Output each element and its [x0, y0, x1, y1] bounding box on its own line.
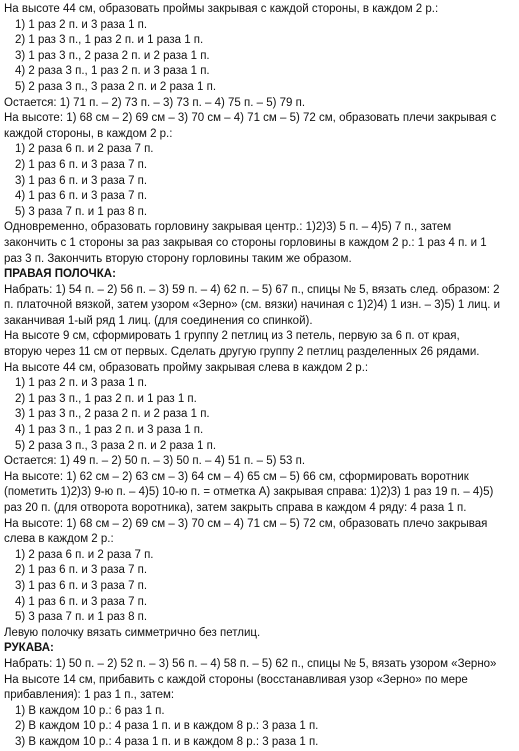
paragraph-sleeve-increase-cont: прибавления): 1 раз 1 п., затем: [4, 689, 175, 702]
list-item: 1) В каждом 10 р.: 6 раз 1 п. [15, 704, 165, 717]
paragraph-armhole-back: На высоте 44 см, образовать проймы закрывая с каждой стороны, в каждом 2 р.: [4, 3, 439, 15]
paragraph-neckline-cont: раз 3 п. Закончить вторую сторону горловины таким же образом. [4, 252, 352, 265]
list-item: 2) 1 раз 3 п., 1 раз 2 п. и 1 раз 1 п. [15, 392, 197, 405]
section-heading-sleeves: РУКАВА: [4, 642, 54, 655]
paragraph-sleeve-increase: На высоте 14 см, прибавить с каждой стороны (восстанавливая узор «Зерно» по мере [4, 673, 468, 686]
list-item: 5) 2 раза 3 п., 3 раза 2 п. и 2 раза 1 п. [15, 439, 217, 452]
list-item: 3) В каждом 10 р.: 4 раза 1 п. и в каждом 8 р.: 3 раза 1 п. [15, 735, 319, 748]
paragraph-cast-on-cont: заканчивая 1-ый ряд 1 лиц. (для соединения со спинкой). [4, 314, 313, 327]
list-item: 2) 1 раз 6 п. и 3 раза 7 п. [15, 158, 148, 171]
list-item: 5) 3 раза 7 п. и 1 раз 8 п. [15, 205, 148, 218]
section-heading-right-front: ПРАВАЯ ПОЛОЧКА: [4, 268, 116, 281]
list-item: 3) 1 раз 3 п., 2 раза 2 п. и 2 раза 1 п. [15, 408, 210, 421]
paragraph-cast-on: Набрать: 1) 54 п. – 2) 56 п. – 3) 59 п. – 4) 62 п. – 5) 67 п., спицы № 5, вязать след. образом: 2 [4, 283, 500, 296]
paragraph-neckline: Одновременно, образовать горловину закрывая центр.: 1)2)3) 5 п. – 4)5) 7 п., затем [4, 221, 452, 234]
paragraph-remaining-stitches: Остается: 1) 71 п. – 2) 73 п. – 3) 73 п. – 4) 75 п. – 5) 79 п. [4, 96, 306, 109]
paragraph-buttonholes: На высоте 9 см, сформировать 1 группу 2 петлиц из 3 петель, первую за 6 п. от края, [4, 330, 460, 343]
paragraph-buttonholes-cont: вторую через 11 см от первых. Сделать другую группу 2 петлиц разделенных 26 рядами. [4, 346, 480, 359]
list-item: 1) 2 раза 6 п. и 2 раза 7 п. [15, 143, 154, 156]
list-item: 4) 1 раз 6 п. и 3 раза 7 п. [15, 190, 148, 203]
list-item: 1) 1 раз 2 п. и 3 раза 1 п. [15, 377, 148, 390]
list-item: 2) 1 раз 3 п., 1 раз 2 п. и 1 раза 1 п. [15, 34, 204, 47]
paragraph-collar-cont: (пометить 1)2)3) 9-ю п. – 4)5) 10-ю п. = отметка А) закрывая справа: 1)2)3) 1 раз 19 п. – 4)5) [4, 486, 494, 499]
paragraph-collar-cont: раз 20 п. (для отворота воротника), затем закрыть справа в каждом 4 ряду: 4 раза 1 п. [4, 502, 467, 514]
paragraph-shoulders-cont: каждой стороны, в каждом 2 р.: [4, 127, 173, 140]
list-item: 1) 1 раз 2 п. и 3 раза 1 п. [15, 18, 148, 31]
paragraph-cast-on-cont: п. платочной вязкой, затем узором «Зерно» (см. вязки) начиная с 1)2)4) 1 изн. – 3)5) 1 лиц. и [4, 299, 501, 312]
paragraph-left-front: Левую полочку вязать симметрично без петлиц. [4, 626, 261, 639]
list-item: 2) В каждом 10 р.: 4 раза 1 п. и в каждом 8 р.: 3 раза 1 п. [15, 720, 319, 733]
list-item: 1) 2 раза 6 п. и 2 раза 7 п. [15, 548, 154, 561]
paragraph-shoulder-front: На высоте: 1) 68 см – 2) 69 см – 3) 70 см – 4) 71 см – 5) 72 см, образовать плечо закрывая [4, 517, 488, 530]
list-item: 5) 2 раза 3 п., 3 раза 2 п. и 2 раза 1 п. [15, 80, 217, 93]
paragraph-shoulders: На высоте: 1) 68 см – 2) 69 см – 3) 70 см – 4) 71 см – 5) 72 см, образовать плечи закрывая с [4, 112, 497, 125]
list-item: 4) 1 раз 3 п., 1 раз 2 п. и 3 раза 1 п. [15, 424, 204, 437]
paragraph-remaining-stitches: Остается: 1) 49 п. – 2) 50 п. – 3) 50 п. – 4) 51 п. – 5) 53 п. [4, 455, 306, 468]
paragraph-sleeve-cast-on: Набрать: 1) 50 п. – 2) 52 п. – 3) 56 п. – 4) 58 п. – 5) 62 п., спицы № 5, вязать узором «Зерно» [4, 657, 497, 670]
list-item: 4) 2 раза 3 п., 1 раз 2 п. и 3 раза 1 п. [15, 65, 210, 78]
paragraph-neckline-cont: закончить с 1 стороны за раз закрывая со стороны горловины в каждом 2 р.: 1 раз 4 п. и 1 [4, 236, 487, 249]
paragraph-collar: На высоте: 1) 62 см – 2) 63 см – 3) 64 см – 4) 65 см – 5) 66 см, сформировать воротник [4, 470, 469, 483]
paragraph-armhole-front: На высоте 44 см, образовать пройму закрывая слева в каждом 2 р.: [4, 361, 369, 374]
list-item: 3) 1 раз 6 п. и 3 раза 7 п. [15, 174, 148, 187]
list-item: 3) 1 раз 3 п., 2 раза 2 п. и 2 раза 1 п. [15, 49, 210, 62]
paragraph-shoulder-front-cont: слева в каждом 2 р.: [4, 533, 114, 546]
list-item: 3) 1 раз 6 п. и 3 раза 7 п. [15, 579, 148, 592]
list-item: 2) 1 раз 6 п. и 3 раза 7 п. [15, 564, 148, 577]
list-item: 5) 3 раза 7 п. и 1 раз 8 п. [15, 611, 148, 624]
list-item: 4) 1 раз 6 п. и 3 раза 7 п. [15, 595, 148, 608]
